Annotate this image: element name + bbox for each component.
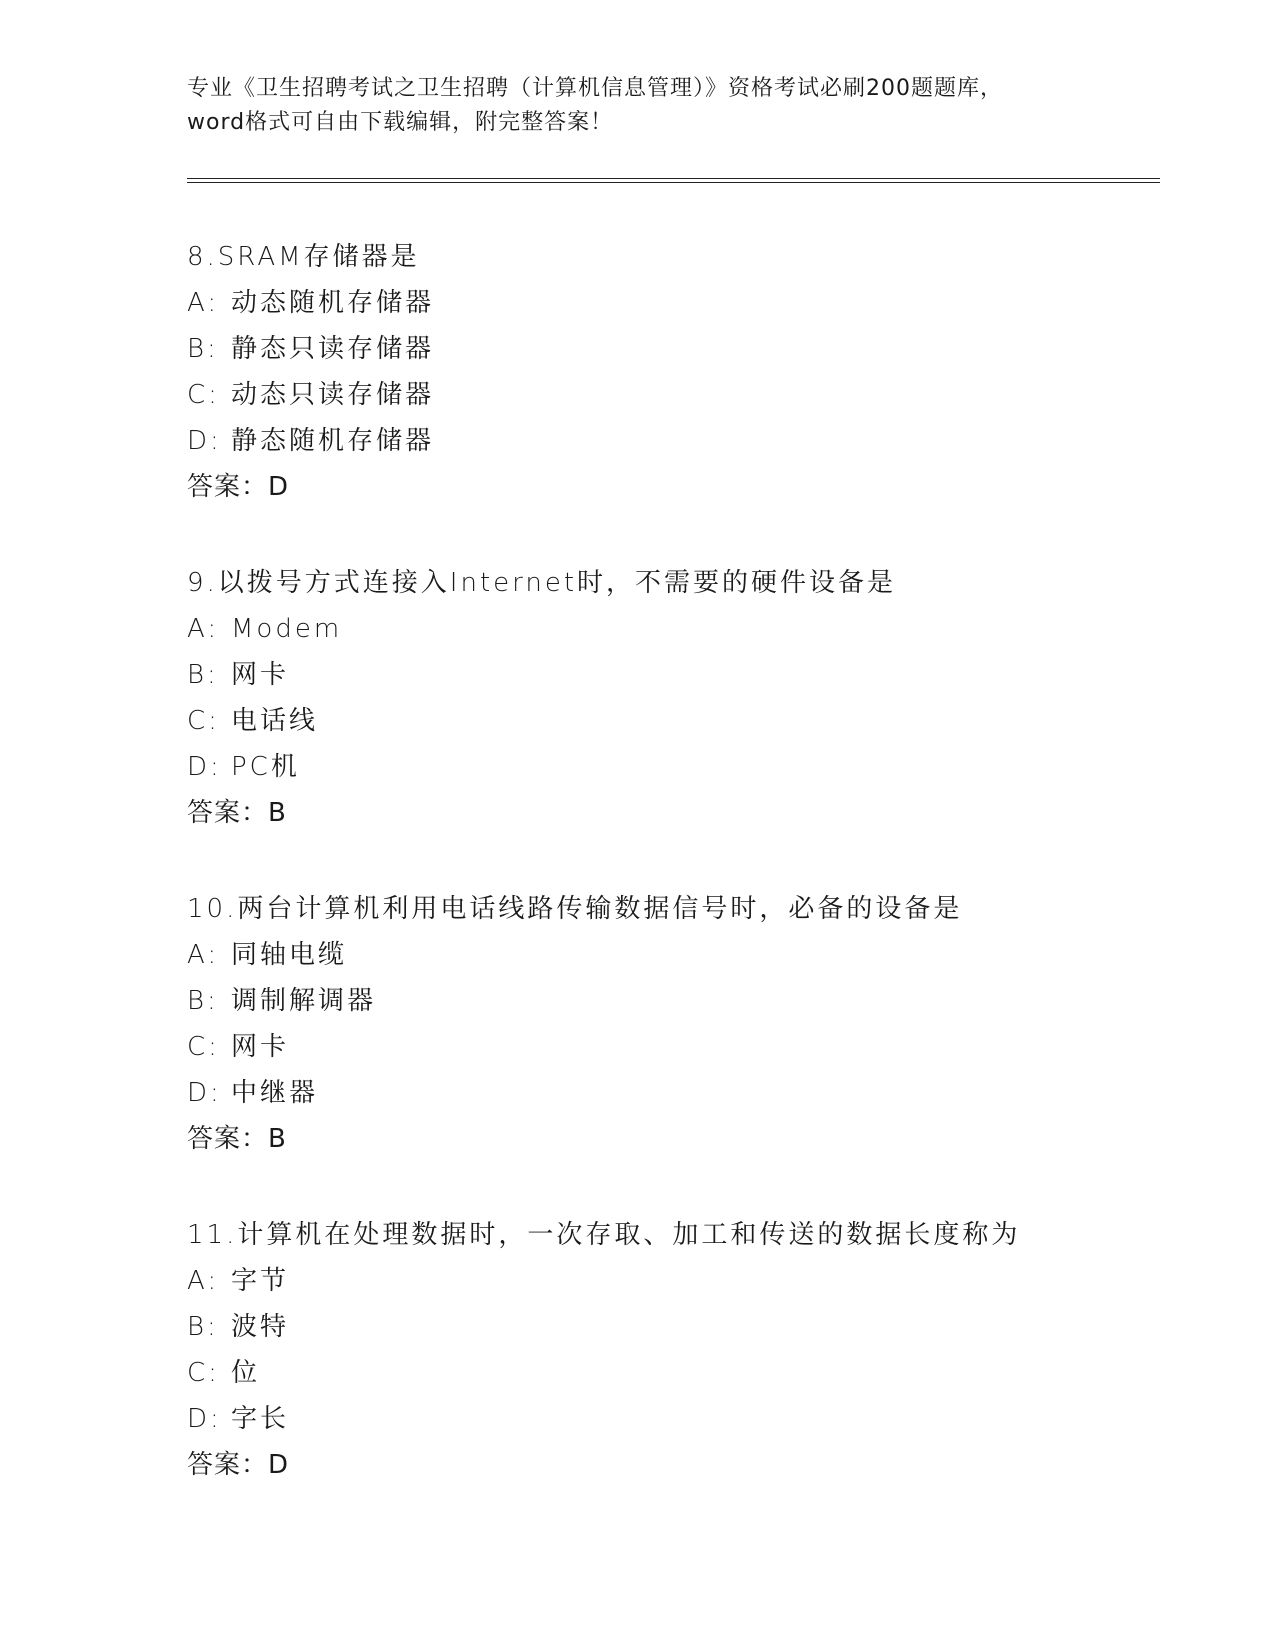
question-stem: 8.SRAM存储器是	[187, 242, 420, 272]
question-11	[187, 1212, 1160, 1488]
option-a	[187, 932, 1160, 978]
option-letter: B:	[187, 1312, 219, 1342]
option-d	[187, 1396, 1160, 1442]
answer-label: 答案：D	[187, 472, 290, 502]
option-c	[187, 698, 1160, 744]
option-letter: C:	[187, 1358, 220, 1388]
option-b	[187, 652, 1160, 698]
option-text: 中继器	[231, 1078, 319, 1108]
option-text: 字长	[231, 1404, 290, 1434]
option-letter: B:	[187, 986, 219, 1016]
option-b	[187, 978, 1160, 1024]
option-a	[187, 1258, 1160, 1304]
option-letter: C:	[187, 380, 220, 410]
header-title-line-2: word格式可自由下载编辑，附完整答案！	[187, 110, 614, 135]
answer-label: 答案：B	[187, 1124, 287, 1154]
header-double-rule	[187, 178, 1160, 183]
option-letter: C:	[187, 706, 220, 736]
answer-label: 答案：B	[187, 798, 287, 828]
question-list	[187, 234, 1160, 1538]
option-text: 动态随机存储器	[231, 288, 435, 318]
option-letter: D:	[187, 426, 222, 456]
option-text: 网卡	[231, 1032, 290, 1062]
option-text: 波特	[231, 1312, 290, 1342]
option-text: 网卡	[231, 660, 290, 690]
option-letter: C:	[187, 1032, 220, 1062]
option-d	[187, 1070, 1160, 1116]
option-letter: A:	[187, 288, 220, 318]
option-text: PC机	[231, 752, 300, 782]
option-b	[187, 1304, 1160, 1350]
option-a	[187, 280, 1160, 326]
question-10	[187, 886, 1160, 1162]
option-text: 位	[231, 1358, 261, 1388]
option-letter: B:	[187, 334, 219, 364]
answer-label: 答案：D	[187, 1450, 290, 1480]
question-stem: 10.两台计算机利用电话线路传输数据信号时，必备的设备是	[187, 894, 963, 924]
option-letter: D:	[187, 752, 222, 782]
option-d	[187, 744, 1160, 790]
option-letter: B:	[187, 660, 219, 690]
question-stem: 11.计算机在处理数据时，一次存取、加工和传送的数据长度称为	[187, 1220, 1021, 1250]
option-text: 静态随机存储器	[231, 426, 435, 456]
header-title-line-1: 专业《卫生招聘考试之卫生招聘（计算机信息管理）》资格考试必刷200题题库，	[187, 76, 1003, 101]
option-letter: A:	[187, 614, 220, 644]
option-text: 同轴电缆	[231, 940, 348, 970]
option-letter: D:	[187, 1078, 222, 1108]
question-stem: 9.以拨号方式连接入Internet时，不需要的硬件设备是	[187, 568, 897, 598]
option-letter: D:	[187, 1404, 222, 1434]
option-letter: A:	[187, 940, 220, 970]
option-b	[187, 326, 1160, 372]
option-text: 字节	[231, 1266, 290, 1296]
option-d	[187, 418, 1160, 464]
option-a	[187, 606, 1160, 652]
option-text: 调制解调器	[231, 986, 377, 1016]
option-text: 电话线	[231, 706, 319, 736]
option-text: 静态只读存储器	[231, 334, 435, 364]
option-text: Modem	[231, 614, 343, 644]
option-c	[187, 372, 1160, 418]
option-letter: A:	[187, 1266, 220, 1296]
question-9	[187, 560, 1160, 836]
option-text: 动态只读存储器	[231, 380, 435, 410]
document-header	[187, 72, 1127, 140]
option-c	[187, 1350, 1160, 1396]
question-8	[187, 234, 1160, 510]
option-c	[187, 1024, 1160, 1070]
